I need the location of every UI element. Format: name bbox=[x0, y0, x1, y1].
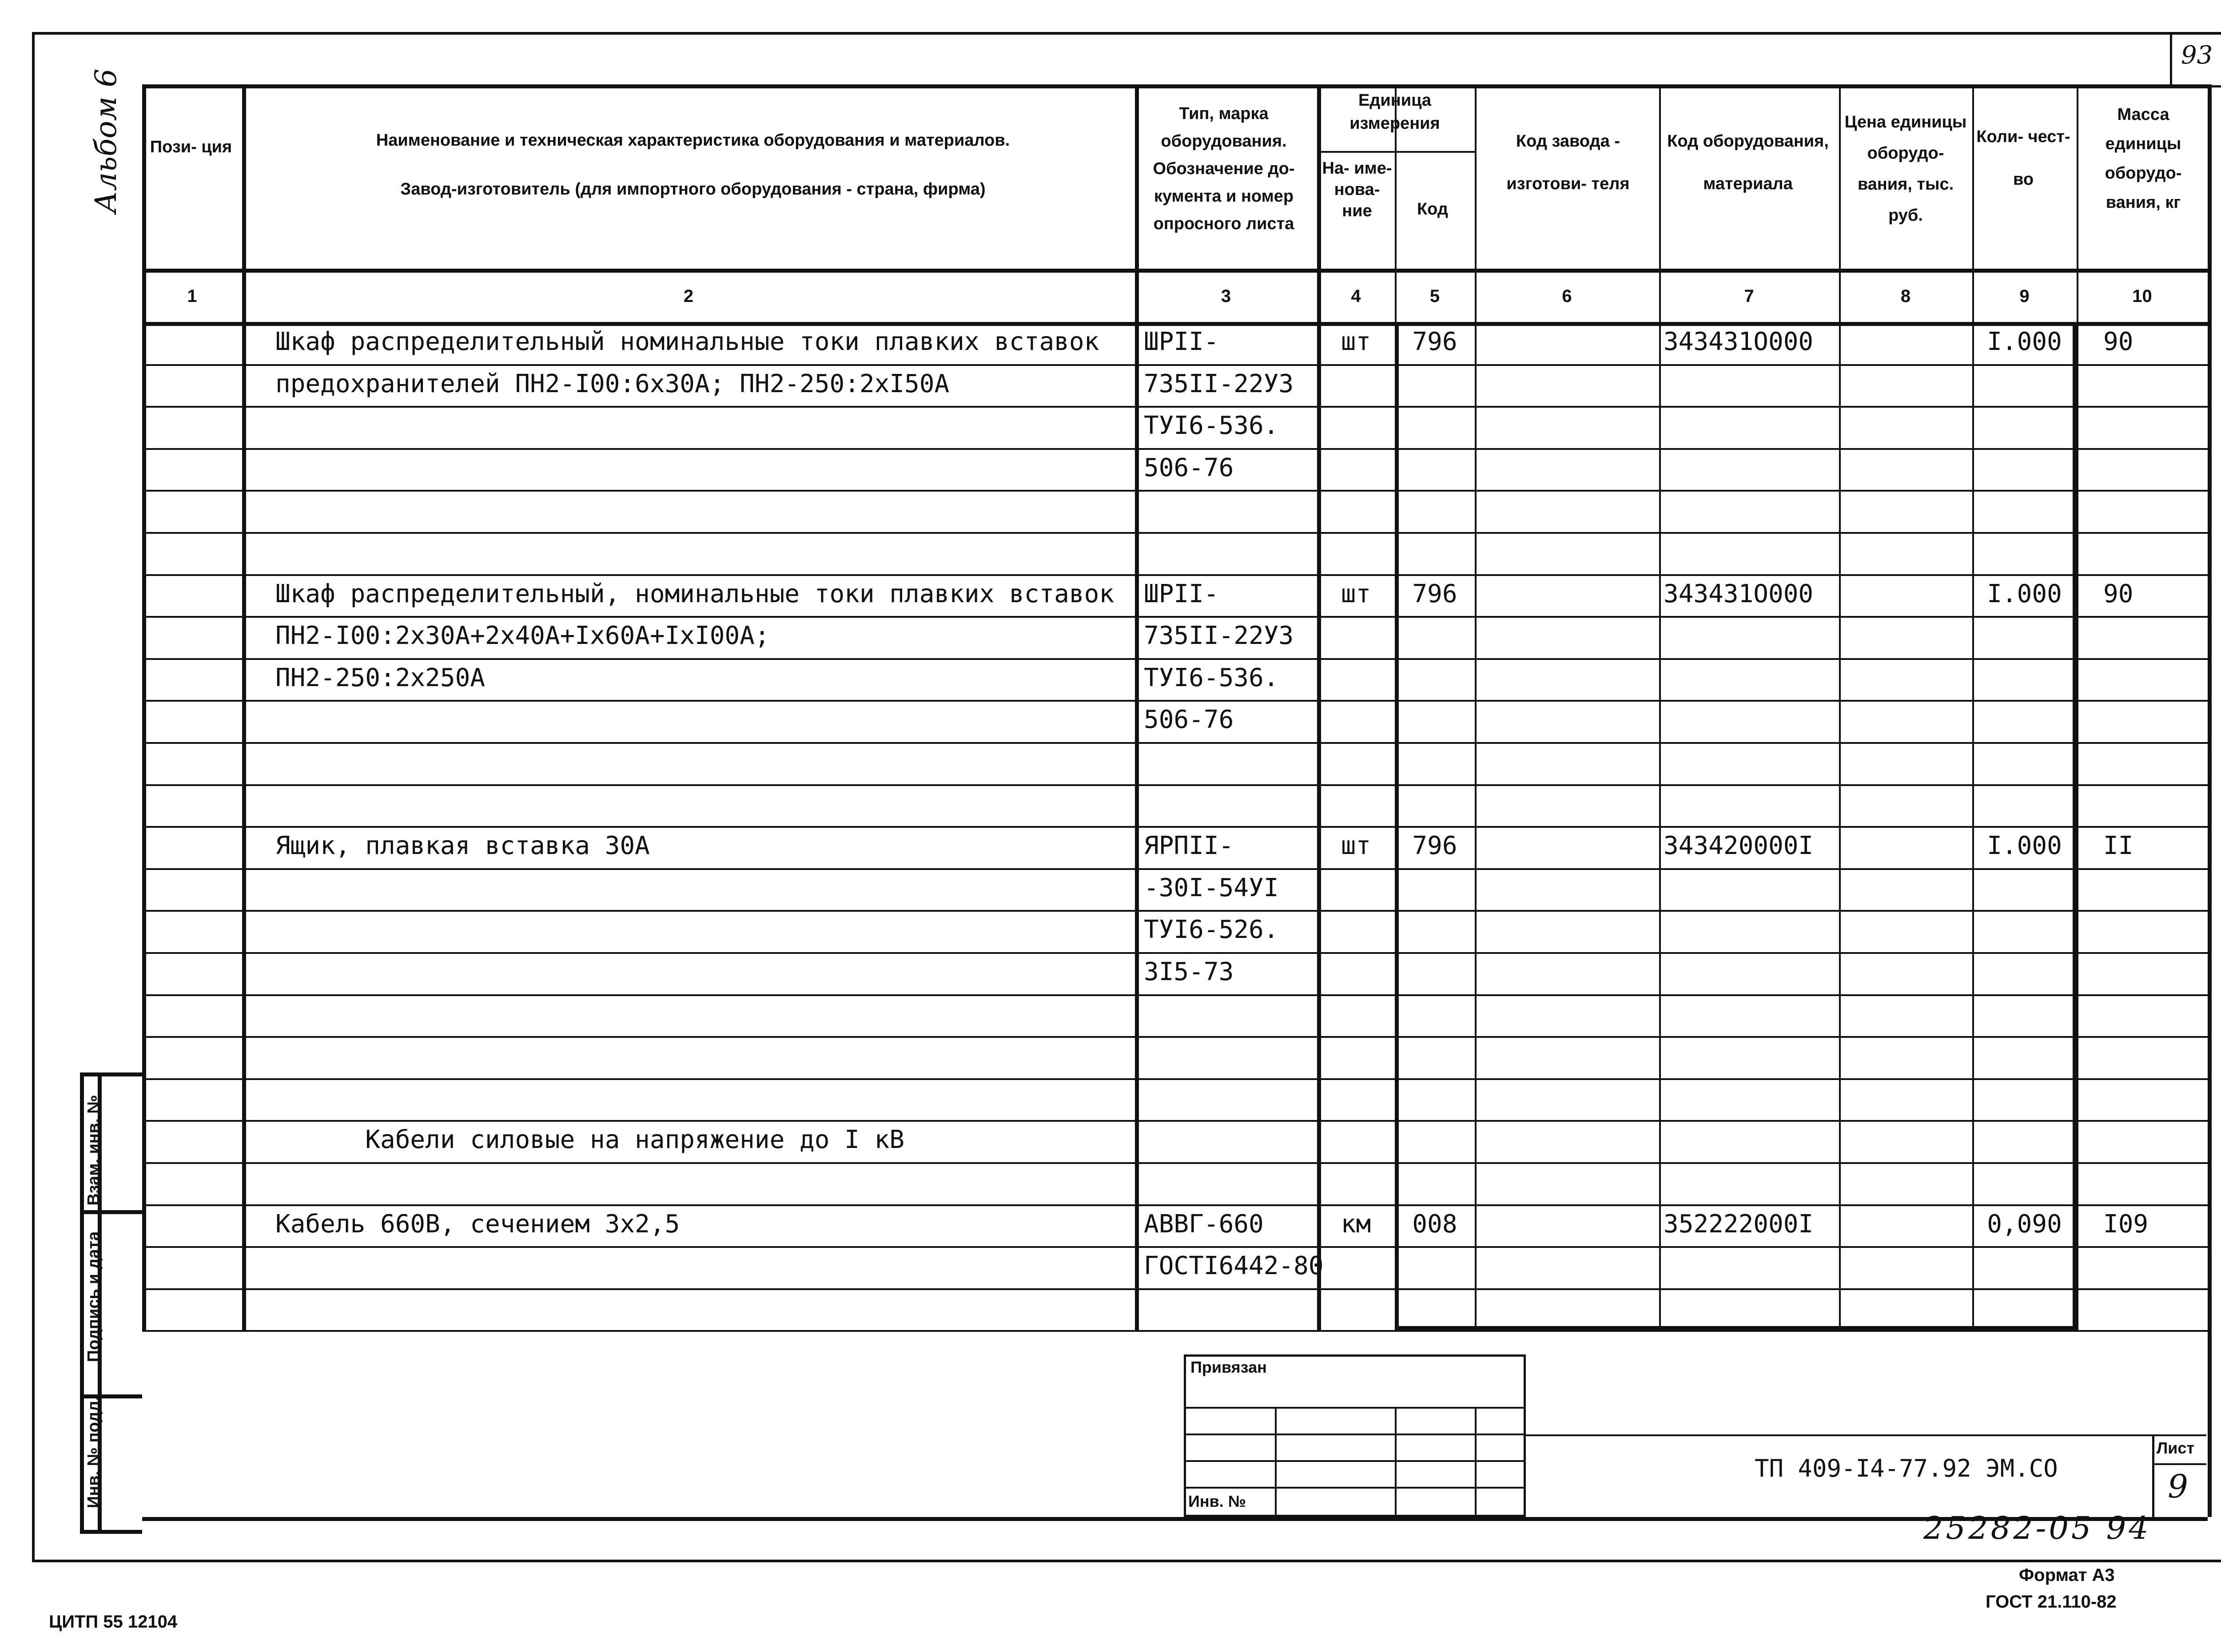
column-number: 4 bbox=[1351, 286, 1361, 306]
item-name: Ящик, плавкая вставка 30А bbox=[275, 831, 650, 861]
item-name: Шкаф распределительный, номинальные токи плавких вставок bbox=[275, 579, 1114, 608]
frame-right-line bbox=[2208, 1330, 2212, 1517]
sheet-label: Лист bbox=[2157, 1439, 2195, 1457]
item-mass: 90 bbox=[2103, 579, 2133, 608]
header-unit-group: Единица измерения bbox=[1349, 91, 1440, 133]
column-divider bbox=[2077, 84, 2078, 1330]
item-type: -30I-54УI bbox=[1144, 873, 1279, 902]
column-number: 8 bbox=[1900, 286, 1911, 306]
header-unit-price: Цена единицы оборудо- вания, тыс. руб. bbox=[1844, 113, 1967, 225]
header-position: Пози- ция bbox=[150, 138, 232, 156]
stamp-vzam-inv: Взам. инв. № bbox=[84, 1095, 103, 1206]
column-number: 10 bbox=[2132, 286, 2152, 306]
stamp-top bbox=[80, 1072, 142, 1076]
item-name: Кабель 660В, сечением 3х2,5 bbox=[275, 1209, 680, 1239]
header-unit-name: На- име- нова- ние bbox=[1322, 159, 1392, 220]
header-unit-mass: Масса единицы оборудо- вания, кг bbox=[2105, 105, 2182, 212]
header-unit-code: Код bbox=[1417, 200, 1449, 218]
item-unit-code: 796 bbox=[1412, 327, 1457, 356]
column-divider bbox=[142, 84, 146, 1330]
item-type: ТУI6-536. bbox=[1144, 411, 1279, 441]
stamp-left-border bbox=[80, 1072, 84, 1530]
item-type: 3I5-73 bbox=[1144, 957, 1234, 986]
stamp-bottom bbox=[80, 1530, 142, 1534]
column-number: 1 bbox=[187, 286, 197, 306]
header-quantity: Коли- чест- во bbox=[1976, 127, 2070, 189]
format-label: Формат А3 bbox=[2019, 1565, 2115, 1585]
column-divider bbox=[2208, 84, 2212, 1330]
column-divider bbox=[242, 84, 246, 1330]
column-number: 7 bbox=[1744, 286, 1754, 306]
header-type: Тип, марка оборудования. Обозначение до- кумента и номер опросного листа bbox=[1153, 104, 1295, 233]
item-quantity: I.000 bbox=[1987, 327, 2062, 356]
header-equipment-code: Код оборудования, материала bbox=[1667, 132, 1829, 193]
item-unit-code: 008 bbox=[1412, 1209, 1457, 1239]
item-equipment-code: 343420000I bbox=[1664, 831, 1814, 861]
item-type: ГОСТI6442-80 bbox=[1144, 1251, 1324, 1281]
citp-label: ЦИТП 55 12104 bbox=[49, 1612, 178, 1632]
privyazan-label: Привязан bbox=[1190, 1358, 1267, 1376]
corner-page-number: 93 bbox=[2181, 41, 2213, 70]
item-mass: 90 bbox=[2103, 327, 2133, 356]
header-name-line2: Завод-изготовитель (для импортного оборудования - страна, фирма) bbox=[400, 180, 986, 199]
unit-group-divider bbox=[1317, 151, 1475, 153]
frame-bottom-line bbox=[142, 1517, 2208, 1521]
item-mass: I09 bbox=[2103, 1209, 2149, 1239]
column-number: 9 bbox=[2019, 286, 2030, 306]
item-type: ШРII- bbox=[1144, 579, 1219, 608]
item-name: Кабели силовые на напряжение до I кВ bbox=[275, 1125, 905, 1155]
stamp-inv-podl: Инв. № подл. bbox=[84, 1396, 103, 1509]
item-type: 506-76 bbox=[1144, 705, 1234, 735]
item-type: 735II-22У3 bbox=[1144, 621, 1294, 651]
item-equipment-code: 343431О000 bbox=[1664, 579, 1814, 608]
item-mass: II bbox=[2103, 831, 2133, 861]
item-type: 735II-22У3 bbox=[1144, 369, 1294, 398]
item-name: предохранителей ПН2-I00:6х30А; ПН2-250:2хI50А bbox=[275, 369, 950, 398]
item-unit: шт bbox=[1341, 579, 1371, 608]
data-block-border bbox=[1395, 322, 2077, 1330]
column-number: 3 bbox=[1221, 286, 1231, 306]
item-unit-code: 796 bbox=[1412, 831, 1457, 861]
handwritten-number: 25282-05 94 bbox=[1923, 1510, 2151, 1546]
inv-no-label: Инв. № bbox=[1188, 1492, 1246, 1510]
item-quantity: I.000 bbox=[1987, 579, 2062, 608]
item-type: АВВГ-660 bbox=[1144, 1209, 1264, 1239]
item-type: ТУI6-526. bbox=[1144, 915, 1279, 945]
item-name: ПН2-I00:2х30А+2х40А+Iх60А+IхI00А; bbox=[275, 621, 770, 651]
album-label: Альбом 6 bbox=[89, 68, 123, 213]
item-name: ПН2-250:2х250А bbox=[275, 663, 486, 692]
gost-label: ГОСТ 21.110-82 bbox=[1986, 1592, 2117, 1612]
item-type: ЯРПII- bbox=[1144, 831, 1234, 861]
table-top-border bbox=[142, 84, 2208, 88]
document-code: ТП 409-I4-77.92 ЭМ.СО bbox=[1755, 1454, 2058, 1482]
column-number: 6 bbox=[1562, 286, 1572, 306]
item-type: ТУI6-536. bbox=[1144, 663, 1279, 692]
item-equipment-code: 352222000I bbox=[1664, 1209, 1814, 1239]
item-unit: км bbox=[1341, 1209, 1371, 1239]
column-divider bbox=[1317, 84, 1321, 1330]
stamp-signature-date: Подпись и дата bbox=[84, 1231, 103, 1362]
header-name-line1: Наименование и техническая характеристика оборудования и материалов. bbox=[376, 131, 1010, 150]
item-quantity: I.000 bbox=[1987, 831, 2062, 861]
item-unit: шт bbox=[1341, 327, 1371, 356]
item-name: Шкаф распределительный номинальные токи плавких вставок bbox=[275, 327, 1099, 356]
header-plant-code: Код завода - изготови- теля bbox=[1506, 132, 1630, 193]
column-number: 5 bbox=[1429, 286, 1440, 306]
item-type: 506-76 bbox=[1144, 453, 1234, 482]
item-equipment-code: 343431О000 bbox=[1664, 327, 1814, 356]
sheet-number: 9 bbox=[2168, 1468, 2188, 1505]
item-quantity: 0,090 bbox=[1987, 1209, 2062, 1239]
row-divider bbox=[142, 1330, 2208, 1332]
item-unit-code: 796 bbox=[1412, 579, 1457, 608]
column-divider bbox=[1135, 84, 1139, 1330]
header-bottom-border bbox=[142, 269, 2208, 273]
item-unit: шт bbox=[1341, 831, 1371, 861]
column-number: 2 bbox=[683, 286, 694, 306]
item-type: ШРII- bbox=[1144, 327, 1219, 356]
